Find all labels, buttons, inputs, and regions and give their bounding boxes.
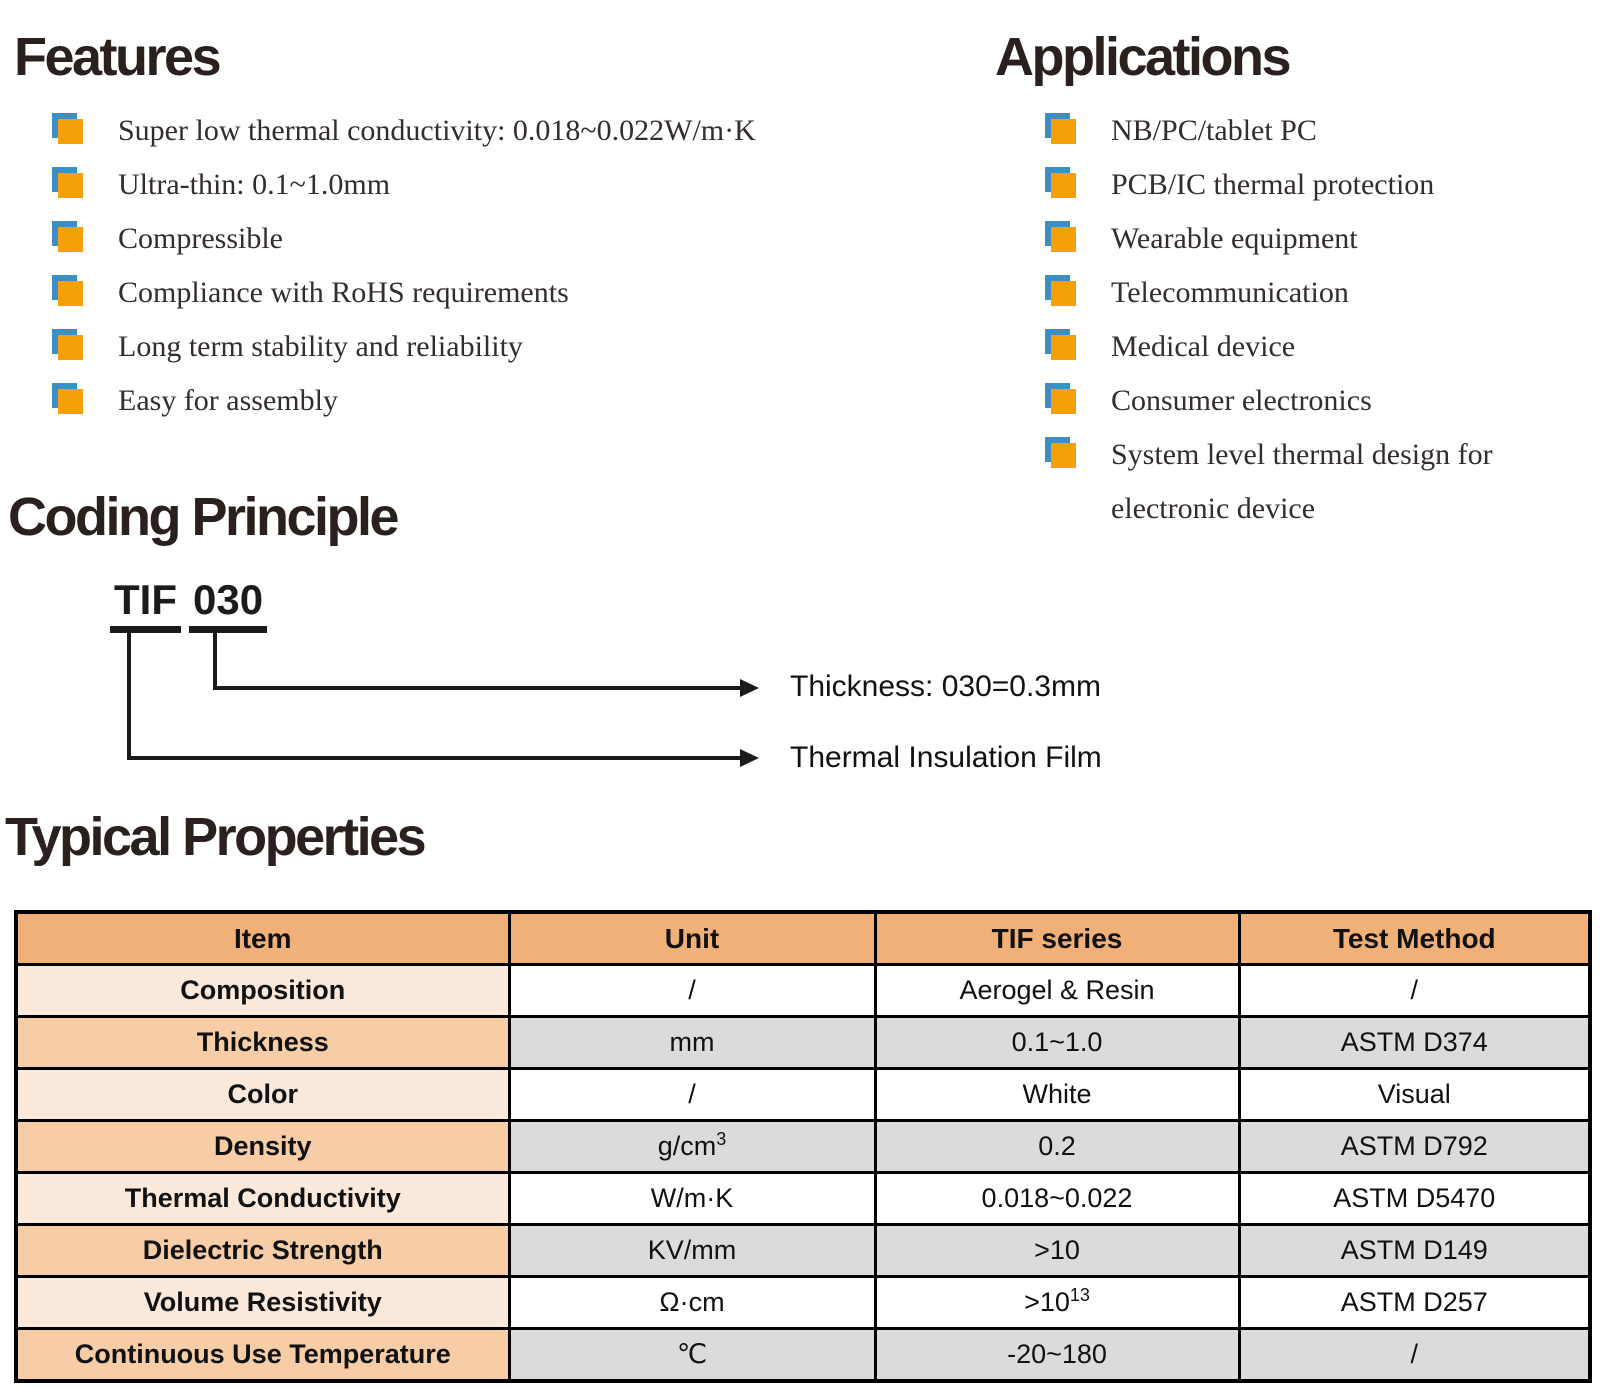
cell-item: Volume Resistivity (16, 1277, 509, 1329)
column-header-tif: TIF series (875, 912, 1239, 965)
coding-principle-heading: Coding Principle (8, 487, 398, 547)
cell-unit: KV/mm (509, 1225, 875, 1277)
cell-tif: 0.1~1.0 (875, 1017, 1239, 1069)
typical-properties-heading: Typical Properties (5, 807, 425, 867)
table-row (16, 1277, 1590, 1329)
arrow-right-icon (740, 679, 759, 697)
feature-text: Long term stability and reliability (118, 330, 523, 363)
column-header-item: Item (16, 912, 509, 965)
application-text: Telecommunication (1111, 276, 1349, 309)
connector-line (213, 686, 740, 690)
list-item (1045, 266, 1515, 320)
bullet-icon (52, 275, 83, 306)
application-text: Medical device (1111, 330, 1296, 363)
cell-method: Visual (1239, 1069, 1590, 1121)
properties-table (14, 910, 1592, 1383)
cell-method: ASTM D5470 (1239, 1173, 1590, 1225)
features-heading: Features (14, 27, 220, 87)
connector-line (127, 633, 131, 760)
list-item (1045, 320, 1515, 374)
connector-line (127, 756, 740, 760)
cell-item: Continuous Use Temperature (16, 1329, 509, 1382)
list-item (52, 374, 832, 428)
arrow-right-icon (740, 749, 759, 767)
table-row (16, 1017, 1590, 1069)
bullet-icon (52, 383, 83, 414)
cell-tif: $>10^{13}$ (875, 1277, 1239, 1329)
list-item (1045, 212, 1515, 266)
feature-text: Ultra-thin: 0.1~1.0mm (118, 168, 391, 201)
cell-unit: / (509, 965, 875, 1017)
cell-tif: >10 (875, 1225, 1239, 1277)
table-row (16, 1069, 1590, 1121)
applications-list (1045, 104, 1515, 536)
applications-heading: Applications (995, 27, 1290, 87)
cell-item: Thermal Conductivity (16, 1173, 509, 1225)
cell-method: ASTM D374 (1239, 1017, 1590, 1069)
application-text: Wearable equipment (1111, 222, 1358, 255)
cell-item: Thickness (16, 1017, 509, 1069)
list-item (52, 266, 832, 320)
cell-method: / (1239, 965, 1590, 1017)
bullet-icon (52, 221, 83, 252)
cell-tif: White (875, 1069, 1239, 1121)
cell-unit: Ω·cm (509, 1277, 875, 1329)
bullet-icon (1045, 329, 1076, 360)
code-suffix: 030 (189, 579, 267, 633)
bullet-icon (1045, 113, 1076, 144)
bullet-icon (52, 113, 83, 144)
list-item (1045, 428, 1515, 536)
table-row (16, 1121, 1590, 1173)
cell-tif: Aerogel & Resin (875, 965, 1239, 1017)
cell-method: ASTM D257 (1239, 1277, 1590, 1329)
cell-item: Composition (16, 965, 509, 1017)
list-item (1045, 374, 1515, 428)
thickness-label: Thickness: 030=0.3mm (790, 670, 1101, 703)
list-item (52, 212, 832, 266)
column-header-method: Test Method (1239, 912, 1590, 965)
cell-method: ASTM D792 (1239, 1121, 1590, 1173)
cell-unit: / (509, 1069, 875, 1121)
code-prefix: TIF (110, 579, 181, 633)
application-text: Consumer electronics (1111, 384, 1372, 417)
list-item (52, 104, 832, 158)
cell-method: ASTM D149 (1239, 1225, 1590, 1277)
cell-unit: $g/cm^3$ (509, 1121, 875, 1173)
film-label: Thermal Insulation Film (790, 741, 1102, 774)
cell-item: Dielectric Strength (16, 1225, 509, 1277)
bullet-icon (1045, 167, 1076, 198)
table-row (16, 1225, 1590, 1277)
list-item (1045, 104, 1515, 158)
column-header-unit: Unit (509, 912, 875, 965)
list-item (1045, 158, 1515, 212)
feature-text: Easy for assembly (118, 384, 338, 417)
list-item (52, 320, 832, 374)
product-code (110, 576, 267, 633)
application-text: NB/PC/tablet PC (1111, 114, 1317, 147)
cell-unit: mm (509, 1017, 875, 1069)
application-text: PCB/IC thermal protection (1111, 168, 1435, 201)
cell-unit: W/m·K (509, 1173, 875, 1225)
bullet-icon (1045, 437, 1076, 468)
cell-tif: 0.018~0.022 (875, 1173, 1239, 1225)
list-item (52, 158, 832, 212)
table-row (16, 1173, 1590, 1225)
application-text: System level thermal design for electronic device (1111, 438, 1493, 525)
feature-text: Compliance with RoHS requirements (118, 276, 569, 309)
cell-item: Density (16, 1121, 509, 1173)
bullet-icon (1045, 221, 1076, 252)
bullet-icon (1045, 383, 1076, 414)
bullet-icon (52, 167, 83, 198)
cell-tif: -20~180 (875, 1329, 1239, 1382)
feature-text: Super low thermal conductivity: 0.018~0.022W/m·K (118, 114, 756, 147)
bullet-icon (52, 329, 83, 360)
feature-text: Compressible (118, 222, 283, 255)
cell-unit: ℃ (509, 1329, 875, 1382)
features-list (52, 104, 832, 428)
table-header-row (16, 912, 1590, 965)
bullet-icon (1045, 275, 1076, 306)
table-row (16, 965, 1590, 1017)
table-row (16, 1329, 1590, 1382)
cell-item: Color (16, 1069, 509, 1121)
cell-tif: 0.2 (875, 1121, 1239, 1173)
connector-line (213, 633, 217, 690)
cell-method: / (1239, 1329, 1590, 1382)
